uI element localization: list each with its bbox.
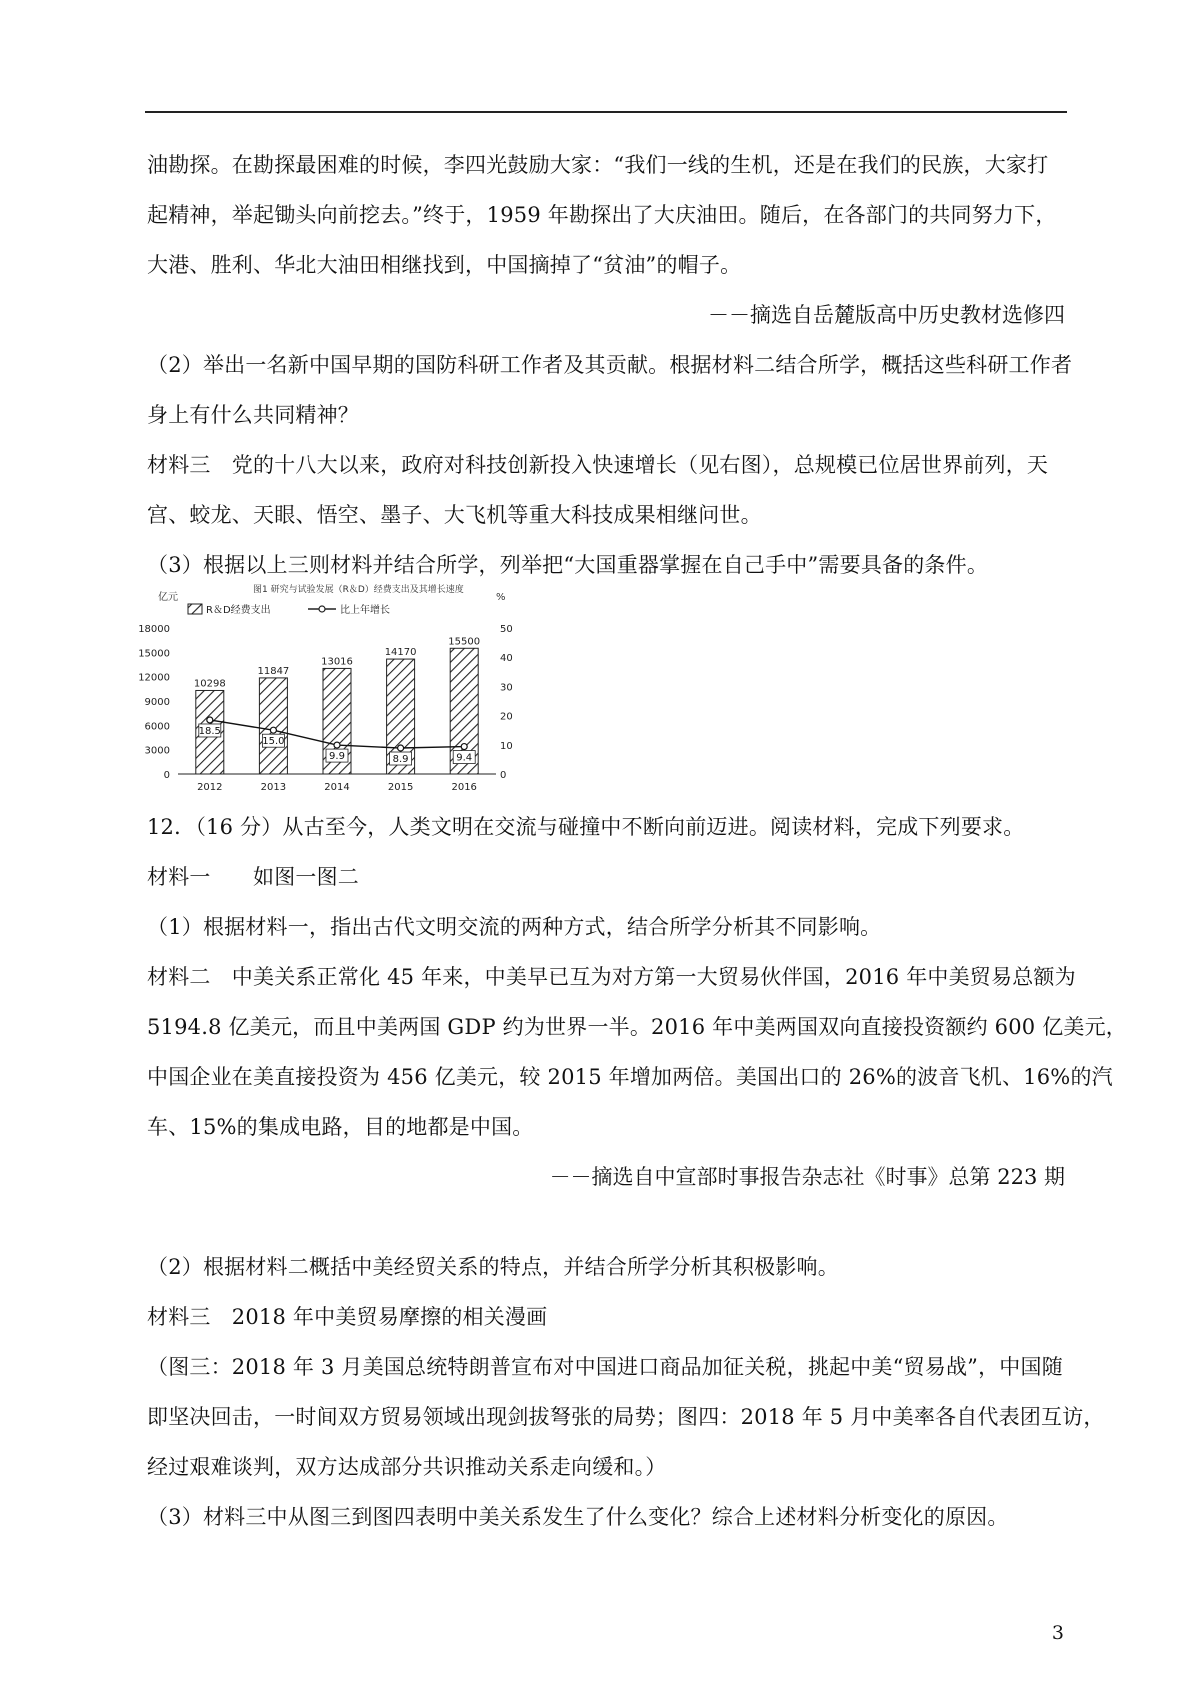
left-axis-unit: 亿元 [158,592,178,603]
bar-value-label: 14170 [384,647,417,659]
bar-value-label: 10298 [193,678,226,690]
material-2-line-1: 材料二 中美关系正常化 45 年来，中美早已互为对方第一大贸易伙伴国，2016 年中美贸易总额为 [147,965,1076,989]
left-tick-label: 18000 [138,624,170,635]
left-tick-label: 0 [163,770,170,781]
right-tick-label: 0 [500,770,507,781]
growth-value-label: 18.5 [198,725,221,737]
text-line-3: 大港、胜利、华北大油田相继找到，中国摘掉了“贫油”的帽子。 [147,253,742,277]
bar-value-label: 13016 [321,656,353,668]
bar-value-label: 11847 [257,665,290,677]
growth-point [334,742,340,748]
growth-value-label: 9.9 [329,751,345,763]
material-3b-line-2: 即坚决回击，一时间双方贸易领域出现剑拔弩张的局势；图四：2018 年 5 月中美率各自代表团互访， [147,1405,1105,1429]
legend-bar-swatch [188,604,202,614]
x-tick-label: 2014 [324,782,350,793]
right-tick-label: 50 [500,624,513,635]
material-3b-line-1: （图三：2018 年 3 月美国总统特朗普宣布对中国进口商品加征关税，挑起中美“贸易战”，中国随 [147,1355,1063,1379]
text-line-2: 起精神，举起锄头向前挖去。”终于，1959 年勘探出了大庆油田。随后，在各部门的共同努力下， [147,203,1057,227]
rd-expenditure-chart [128,578,528,800]
material-3b-title: 材料三 2018 年中美贸易摩擦的相关漫画 [147,1305,548,1329]
legend-bar-label: R＆D经费支出 [206,605,271,616]
right-tick-label: 30 [500,682,513,694]
left-tick-label: 3000 [144,745,170,757]
material-3b-line-3: 经过艰难谈判，双方达成部分共识推动关系走向缓和。） [147,1455,667,1479]
left-tick-label: 6000 [144,721,170,733]
x-tick-label: 2016 [451,782,477,793]
text-line-1: 油勘探。在勘探最困难的时候，李四光鼓励大家：“我们一线的生机，还是在我们的民族，大家打 [147,153,1049,177]
material-2-line-2: 5194.8 亿美元，而且中美两国 GDP 约为世界一半。2016 年中美两国双向直接投资额约 600 亿美元， [147,1015,1127,1039]
material-2-line-3: 中国企业在美直接投资为 456 亿美元，较 2015 年增加两倍。美国出口的 26%的波音飞机、16%的汽 [147,1065,1113,1089]
source-citation-1: －－摘选自岳麓版高中历史教材选修四 [708,303,1065,327]
legend-line-label: 比上年增长 [340,605,390,616]
question-3b: （3）材料三中从图三到图四表明中美关系发生了什么变化？综合上述材料分析变化的原因。 [147,1505,1009,1529]
material-2-line-4: 车、15%的集成电路，目的地都是中国。 [147,1115,534,1139]
growth-value-label: 15.0 [262,736,285,748]
bar-value-label: 15500 [448,636,481,648]
left-tick-label: 15000 [138,648,170,660]
right-tick-label: 20 [500,711,513,723]
growth-point [270,727,276,733]
material-3-line-2: 宫、蛟龙、天眼、悟空、墨子、大飞机等重大科技成果相继问世。 [147,503,762,527]
question-12-intro: 12．（16 分）从古至今，人类文明在交流与碰撞中不断向前迈进。阅读材料，完成下列要求。 [147,815,1025,839]
growth-point [398,745,404,751]
x-tick-label: 2015 [387,782,414,793]
right-axis-unit: % [496,592,506,603]
question-3: （3）根据以上三则材料并结合所学，列举把“大国重器掌握在自己手中”需要具备的条件。 [147,553,989,577]
growth-point [461,744,467,750]
left-tick-label: 9000 [144,697,170,708]
growth-value-label: 8.9 [392,754,409,766]
question-1: （1）根据材料一，指出古代文明交流的两种方式，结合所学分析其不同影响。 [147,915,882,939]
header-rule [145,111,1067,113]
question-2-line-2: 身上有什么共同精神？ [147,403,359,427]
legend-line-marker [319,606,325,612]
page-number: 3 [1051,1622,1064,1644]
growth-value-label: 9.4 [456,752,473,764]
x-tick-label: 2013 [260,782,287,793]
material-1: 材料一 如图一图二 [147,865,359,889]
x-tick-label: 2012 [197,782,223,793]
source-citation-2: －－摘选自中宣部时事报告杂志社《时事》总第 223 期 [549,1165,1065,1189]
growth-point [207,717,213,723]
question-2-line-1: （2）举出一名新中国早期的国防科研工作者及其贡献。根据材料二结合所学，概括这些科研工作者 [147,353,1073,377]
question-2b: （2）根据材料二概括中美经贸关系的特点，并结合所学分析其积极影响。 [147,1255,839,1279]
right-tick-label: 10 [500,740,513,752]
right-tick-label: 40 [500,653,513,665]
material-3-line-1: 材料三 党的十八大以来，政府对科技创新投入快速增长（见右图），总规模已位居世界前列，天 [147,453,1049,477]
rd-bar [259,678,287,774]
left-tick-label: 12000 [138,672,170,684]
chart-title: 图1 研究与试验发展（R＆D）经费支出及其增长速度 [253,585,464,595]
